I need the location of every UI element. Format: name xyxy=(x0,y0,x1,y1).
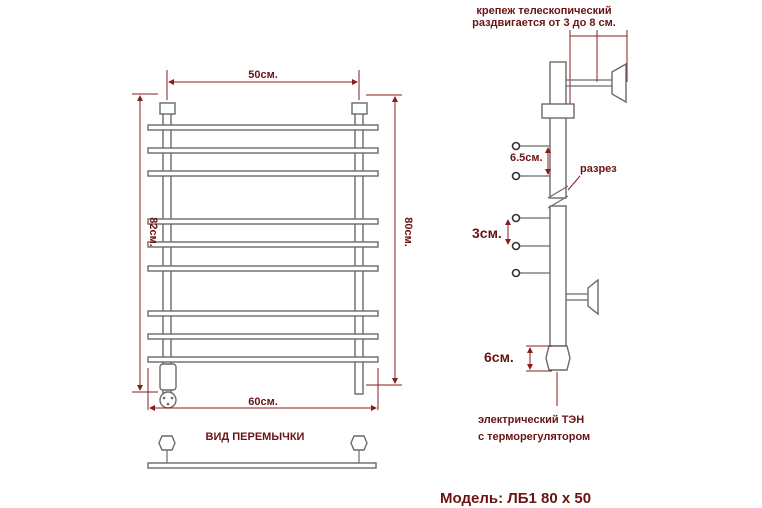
height-left-dimension: 82см. xyxy=(147,217,159,247)
pitch-dimension: 3см. xyxy=(472,225,502,241)
right-fitting-icon xyxy=(351,436,367,450)
mount-flange xyxy=(542,104,574,118)
heater-connector-icon xyxy=(160,392,176,408)
rung xyxy=(148,171,378,176)
height-right-dimension: 80см. xyxy=(402,217,414,247)
rung xyxy=(148,311,378,316)
width-bottom-dimension: 60см. xyxy=(248,396,278,408)
right-top-cap xyxy=(352,103,367,114)
jumper-view xyxy=(148,431,376,468)
rung-end xyxy=(513,173,520,180)
jumper-bar xyxy=(148,463,376,468)
wall-bracket-upper-icon xyxy=(612,64,626,102)
rung xyxy=(148,148,378,153)
left-post xyxy=(163,112,171,394)
section-label: разрез xyxy=(580,163,617,175)
rung-end xyxy=(513,270,520,277)
front-view xyxy=(132,69,414,410)
rung xyxy=(148,334,378,339)
rung xyxy=(148,125,378,130)
rung xyxy=(148,357,378,362)
side-post-lower xyxy=(550,206,566,346)
mount-label-line1: крепеж телескопический xyxy=(476,5,612,17)
heater-housing xyxy=(160,364,176,390)
rung-end xyxy=(513,143,520,150)
rung-gap-dimension: 6.5см. xyxy=(510,152,543,164)
side-view xyxy=(472,5,627,443)
rung xyxy=(148,242,378,247)
side-post-upper xyxy=(550,62,566,198)
rung-end xyxy=(513,243,520,250)
heater-element xyxy=(546,346,570,370)
left-fitting-icon xyxy=(159,436,175,450)
heater-length-dimension: 6см. xyxy=(484,349,514,365)
rung xyxy=(148,266,378,271)
heater-label-line2: с терморегулятором xyxy=(478,431,591,443)
model-label: Модель: ЛБ1 80 х 50 xyxy=(440,490,592,507)
wall-bracket-lower-icon xyxy=(588,280,598,314)
jumper-view-title: ВИД ПЕРЕМЫЧКИ xyxy=(205,431,305,443)
right-post xyxy=(355,112,363,394)
heater-label-line1: электрический ТЭН xyxy=(478,414,585,426)
rung-end xyxy=(513,215,520,222)
rung xyxy=(148,219,378,224)
mount-label-line2: раздвигается от 3 до 8 см. xyxy=(472,17,616,29)
left-top-cap xyxy=(160,103,175,114)
width-top-dimension: 50см. xyxy=(248,69,278,81)
rungs xyxy=(148,125,378,362)
